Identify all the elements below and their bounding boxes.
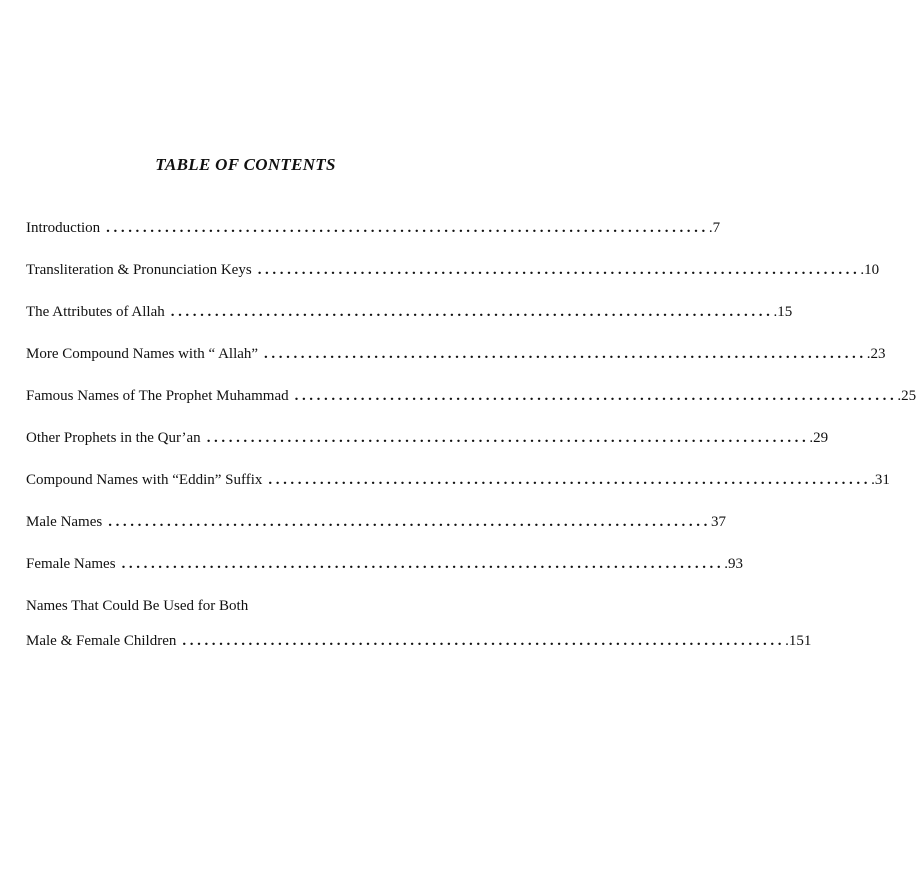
toc-entry-label: Other Prophets in the Qur’an xyxy=(26,430,201,446)
toc-page-number: .25 xyxy=(897,388,916,404)
toc-entry-label: Male Names xyxy=(26,514,103,530)
toc-entry-label: Compound Names with “Eddin” Suffix xyxy=(26,472,263,488)
toc-entry-label: More Compound Names with “ Allah” xyxy=(26,346,259,362)
toc-page-number: .151 xyxy=(785,633,812,649)
toc-entry-label: Female Names xyxy=(26,556,116,572)
toc-page-number: .7 xyxy=(708,220,721,236)
toc-entry-compound-names-allah xyxy=(26,346,886,388)
toc-entry-prophet-muhammad xyxy=(26,388,916,430)
toc-entry-label: Names That Could Be Used for Both xyxy=(26,598,249,614)
toc-dot-leader: .................................................................................. xyxy=(108,514,711,530)
toc-entry-male-names xyxy=(26,514,726,556)
toc-entry-label: Male & Female Children xyxy=(26,633,177,649)
toc-dot-leader: .................................................................................. xyxy=(121,556,725,572)
toc-list xyxy=(26,220,916,675)
toc-page-number: .93 xyxy=(724,556,744,572)
toc-dot-leader: .................................................................................. xyxy=(294,388,898,404)
toc-dot-leader: .................................................................................. xyxy=(206,430,810,446)
toc-entry-label: Famous Names of The Prophet Muhammad xyxy=(26,388,289,404)
toc-dot-leader: .................................................................................. xyxy=(257,262,861,278)
toc-page-number: .29 xyxy=(809,430,829,446)
toc-page-number: 37 xyxy=(710,514,726,530)
toc-entry-label: Transliteration & Pronunciation Keys xyxy=(26,262,252,278)
toc-entry-eddin-suffix xyxy=(26,472,890,514)
toc-dot-leader: .................................................................................. xyxy=(106,220,709,236)
toc-entry-label: Introduction xyxy=(26,220,101,236)
toc-entry-introduction xyxy=(26,220,721,262)
toc-dot-leader: .................................................................................. xyxy=(264,346,867,362)
toc-entry-attributes-of-allah xyxy=(26,304,793,346)
toc-page-number: .10 xyxy=(860,262,880,278)
toc-entry-other-prophets xyxy=(26,430,829,472)
toc-dot-leader: .................................................................................. xyxy=(170,304,774,320)
toc-entry-transliteration xyxy=(26,262,880,304)
toc-title: TABLE OF CONTENTS xyxy=(155,155,336,174)
toc-page-number: .31 xyxy=(871,472,890,488)
toc-entry-female-names xyxy=(26,556,744,598)
toc-page-number: .23 xyxy=(866,346,886,362)
toc-dot-leader: .................................................................................. xyxy=(268,472,872,488)
toc-entry-both-names-line1 xyxy=(26,598,458,633)
toc-entry-label: The Attributes of Allah xyxy=(26,304,165,320)
toc-page-number: .15 xyxy=(773,304,793,320)
toc-dot-leader: .................................................................................. xyxy=(182,633,786,649)
toc-entry-both-names-line2 xyxy=(26,633,812,675)
